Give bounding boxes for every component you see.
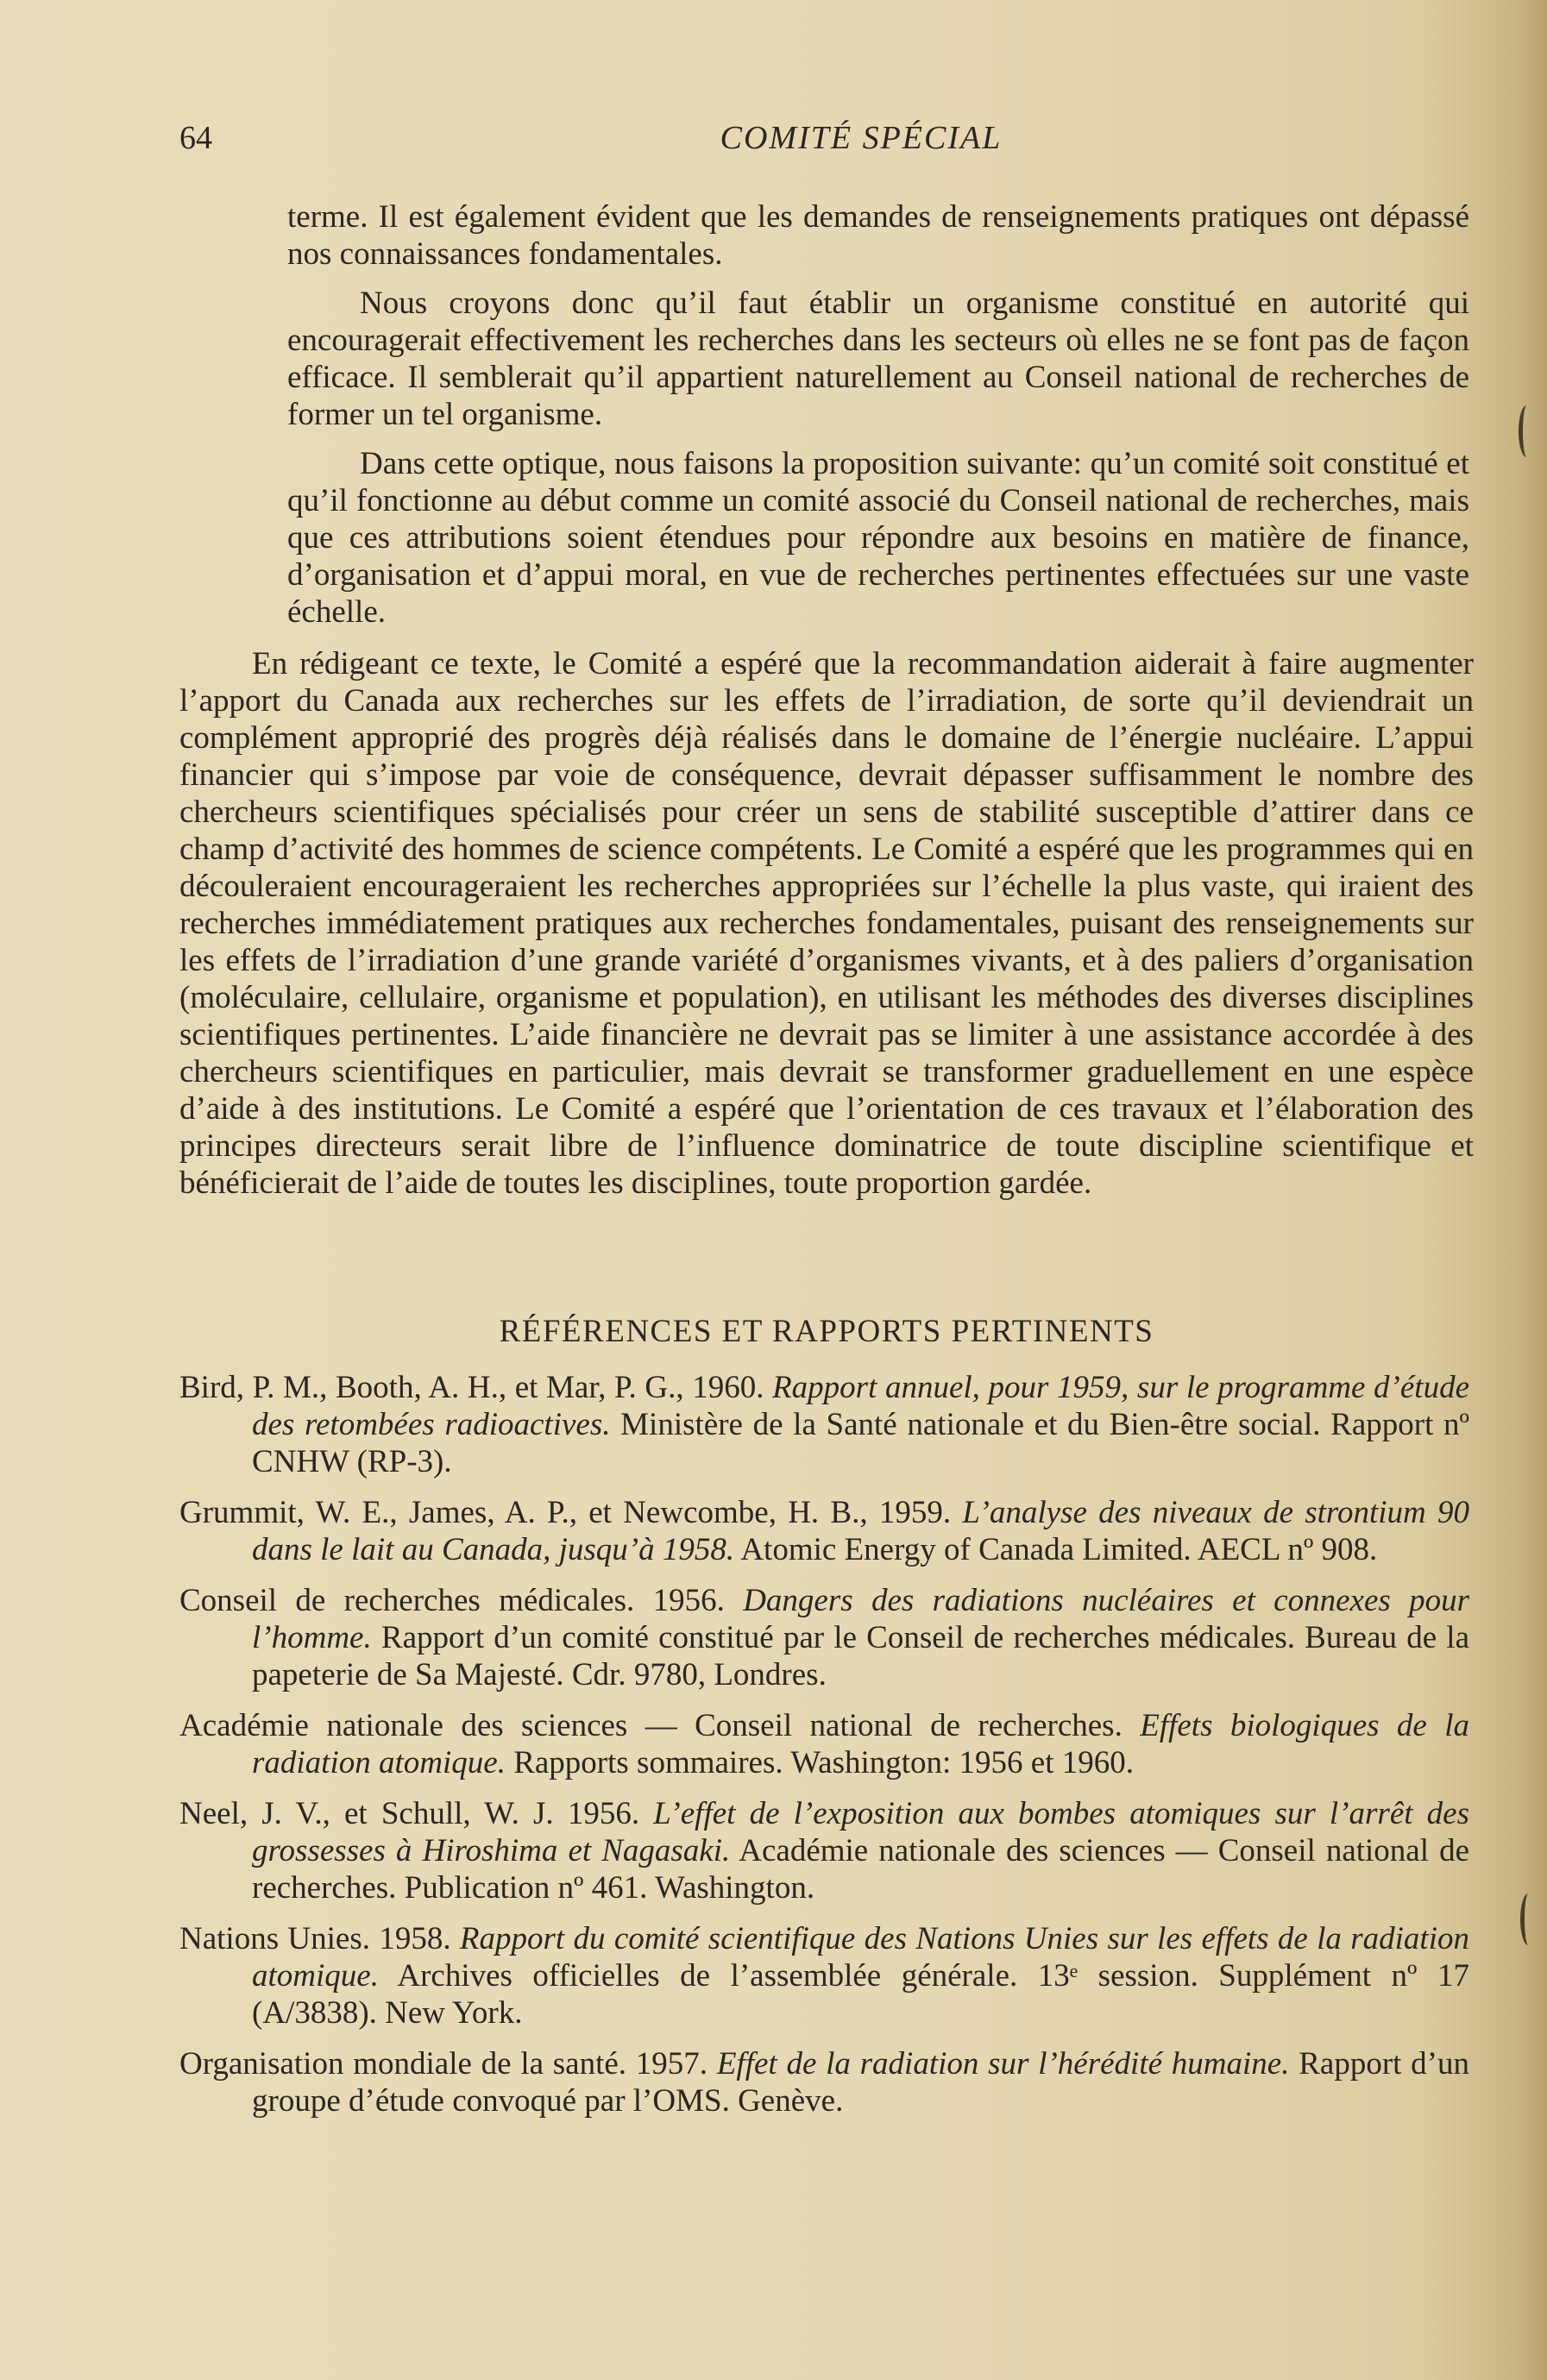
reference-source: Archives officielles de l’assemblée générale. 13ᵉ session. Supplément nº 17 (A/3838). New York. bbox=[252, 1958, 1469, 2031]
body-paragraph: En rédigeant ce texte, le Comité a espéré que la recommandation aiderait à faire augmenter l’apport du Canada aux recherches sur les effets de l’irradiation, de sorte qu’il deviendrait un complément approprié des progrès déjà réalisés dans le domaine de l’énergie nucléaire. L’appui financier qui s’impose par voie de conséquence, devrait dépasser suffisamment le nombre des chercheurs scientifiques spécialisés pour créer un sens de stabilité susceptible d’attirer dans ce champ d’activité des hommes de science compétents. Le Comité a espéré que les programmes qui en découleraient encourageraient les recherches appropriées sur l’échelle la plus vaste, qui iraient des recherches immédiatement pratiques aux recherches fondamentales, puisant des renseignements sur les effets de l’irradiation d’une grande variété d’organismes vivants, et à des paliers d’organisation (moléculaire, cellulaire, organisme et population), en utilisant les méthodes des diverses disciplines scientifiques pertinentes. L’aide financière ne devrait pas se limiter à une assistance accordée à des chercheurs scientifiques en particulier, mais devrait se transformer graduellement en une espèce d’aide à des institutions. Le Comité a espéré que l’orientation de ces travaux et l’élaboration des principes directeurs serait libre de l’influence dominatrice de toute discipline scientifique et bénéficierait de l’aide de toutes les disciplines, toute proportion gardée. bbox=[179, 646, 1474, 1201]
reference-title: Effet de la radiation sur l’hérédité humaine. bbox=[716, 2046, 1290, 2082]
reference-source: Rapport d’un comité constitué par le Conseil de recherches médicales. Bureau de la papeterie de Sa Majesté. Cdr. 9780, Londres. bbox=[252, 1620, 1469, 1692]
quote-paragraph: Nous croyons donc qu’il faut établir un organisme constitué en autorité qui encouragerait effectivement les recherches dans les secteurs où elles ne se font pas de façon efficace. Il semblerait qu’il appartient naturellement au Conseil national de recherches de former un tel organisme. bbox=[287, 286, 1469, 432]
page-number: 64 bbox=[179, 120, 212, 156]
reference-item bbox=[179, 1795, 1469, 1906]
block-quote bbox=[287, 198, 1469, 643]
reference-source: Ministère de la Santé nationale et du Bien-être social. Rapport nº CNHW (RP-3). bbox=[252, 1407, 1469, 1479]
reference-item bbox=[179, 1582, 1469, 1693]
reference-title: Rapport annuel, pour 1959, sur le programme d’étude des retombées radioactives. bbox=[252, 1370, 1469, 1442]
margin-bracket-mark bbox=[1519, 405, 1535, 457]
reference-item bbox=[179, 1494, 1469, 1568]
section-heading: RÉFÉRENCES ET RAPPORTS PERTINENTS bbox=[499, 1314, 1154, 1349]
reference-item bbox=[179, 1369, 1469, 1480]
reference-authors: Bird, P. M., Booth, A. H., et Mar, P. G., 1960. bbox=[179, 1370, 773, 1405]
reference-title: Rapport du comité scientifique des Nations Unies sur les effets de la radiation atomique. bbox=[252, 1921, 1469, 1994]
body-text bbox=[179, 645, 1474, 1202]
reference-source: Rapport d’un groupe d’étude convoqué par l’OMS. Genève. bbox=[252, 2046, 1470, 2119]
reference-source: Académie nationale des sciences — Conseil national de recherches. Publication nº 461. Washington. bbox=[252, 1833, 1469, 1906]
margin-bracket-mark bbox=[1520, 1893, 1537, 1945]
quote-paragraph: Dans cette optique, nous faisons la proposition suivante: qu’un comité soit constitué et qu’il fonctionne au début comme un comité associé du Conseil national de recherches, mais que ces attributions soient étendues pour répondre aux besoins en matière de finance, d’organisation et d’appui moral, en vue de recherches pertinentes effectuées sur une vaste échelle. bbox=[287, 446, 1469, 630]
running-title: COMITÉ SPÉCIAL bbox=[720, 120, 1003, 156]
reference-item bbox=[179, 1707, 1469, 1781]
reference-authors: Académie nationale des sciences — Conseil national de recherches. bbox=[179, 1708, 1141, 1743]
reference-title: Effets biologiques de la radiation atomique. bbox=[252, 1708, 1470, 1780]
reference-list bbox=[179, 1369, 1469, 2133]
reference-source: Atomic Energy of Canada Limited. AECL nº 908. bbox=[734, 1532, 1378, 1567]
reference-authors: Neel, J. V., et Schull, W. J. 1956. bbox=[179, 1796, 654, 1831]
reference-authors: Conseil de recherches médicales. 1956. bbox=[179, 1583, 744, 1618]
reference-title: L’effet de l’exposition aux bombes atomiques sur l’arrêt des grossesses à Hiroshima et Nagasaki. bbox=[252, 1796, 1469, 1868]
reference-title: Dangers des radiations nucléaires et connexes pour l’homme. bbox=[252, 1583, 1469, 1655]
page-header bbox=[179, 119, 1474, 167]
quote-paragraph: terme. Il est également évident que les demandes de renseignements pratiques ont dépassé nos connaissances fondamentales. bbox=[287, 199, 1469, 272]
reference-source: Rapports sommaires. Washington: 1956 et 1960. bbox=[505, 1745, 1135, 1780]
reference-authors: Grummit, W. E., James, A. P., et Newcombe, H. B., 1959. bbox=[179, 1495, 963, 1530]
reference-item bbox=[179, 2045, 1469, 2119]
reference-item bbox=[179, 1920, 1469, 2031]
reference-title: L’analyse des niveaux de strontium 90 dans le lait au Canada, jusqu’à 1958. bbox=[252, 1495, 1469, 1567]
reference-authors: Nations Unies. 1958. bbox=[179, 1921, 460, 1956]
reference-authors: Organisation mondiale de la santé. 1957. bbox=[179, 2046, 717, 2082]
